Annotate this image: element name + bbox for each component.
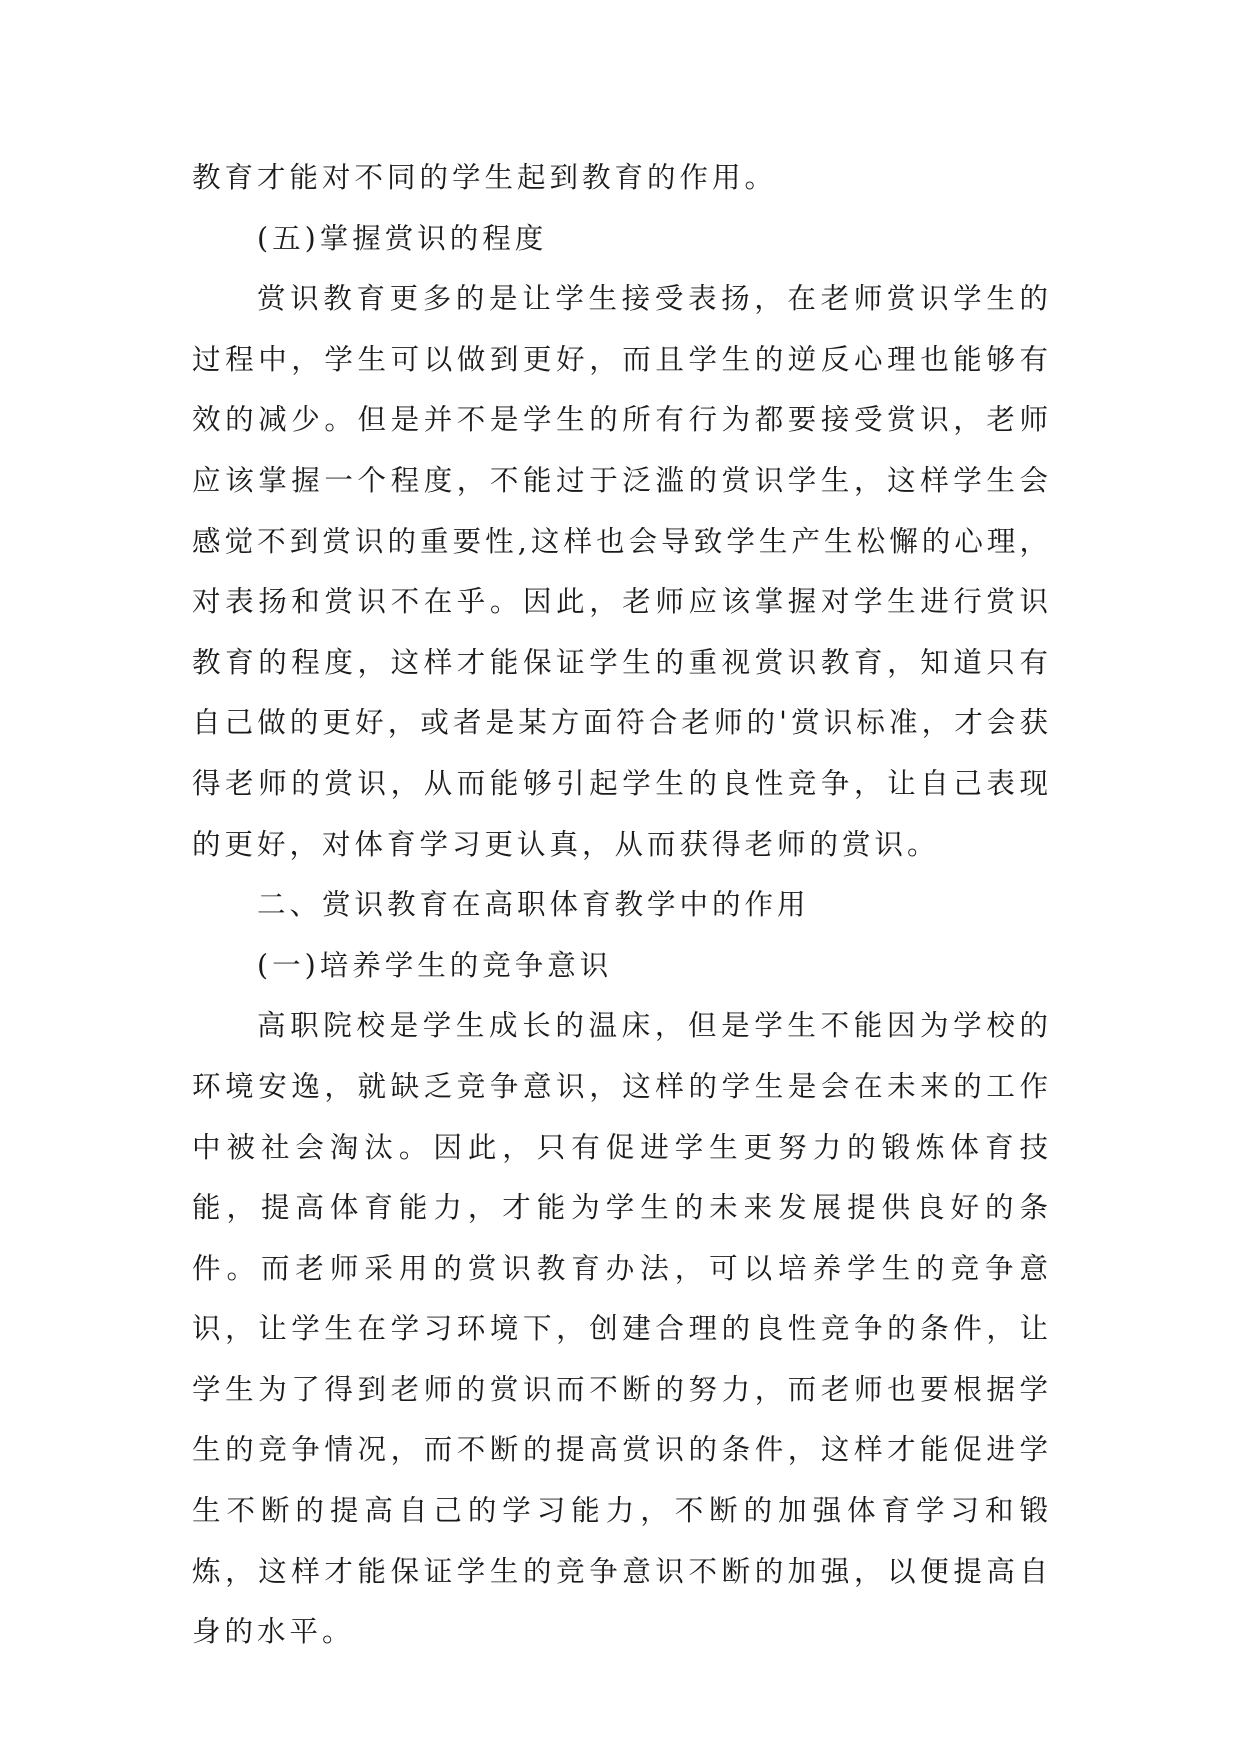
paragraph-continuation: 教育才能对不同的学生起到教育的作用。 bbox=[192, 161, 778, 194]
document-page bbox=[192, 148, 1052, 1663]
chapter-heading-2: 二、赏识教育在高职体育教学中的作用 bbox=[257, 888, 810, 922]
section-heading-5: (五)掌握赏识的程度 bbox=[257, 221, 548, 255]
paragraph-body: 赏识教育更多的是让学生接受表扬，在老师赏识学生的过程中，学生可以做到更好，而且学生的逆反心理也能够有效的减少。但是并不是学生的所有行为都要接受赏识，老师应该掌握一个程度，不能过于泛滥的赏识学生，这样学生会感觉不到赏识的重要性,这样也会导致学生产生松懈的心理，对表扬和赏识不在乎。因此，老师应该掌握对学生进行赏识教育的程度，这样才能保证学生的重视赏识教育，知道只有自己做的更好，或者是某方面符合老师的'赏识标准，才会获得老师的赏识，从而能够引起学生的良性竞争，让自己表现的更好，对体育学习更认真，从而获得老师的赏识。 bbox=[192, 282, 1052, 861]
paragraph-body: 高职院校是学生成长的温床，但是学生不能因为学校的环境安逸，就缺乏竞争意识，这样的学生是会在未来的工作中被社会淘汰。因此，只有促进学生更努力的锻炼体育技能，提高体育能力，才能为学生的未来发展提供良好的条件。而老师采用的赏识教育办法，可以培养学生的竞争意识，让学生在学习环境下，创建合理的良性竞争的条件，让学生为了得到老师的赏识而不断的努力，而老师也要根据学生的竞争情况，而不断的提高赏识的条件，这样才能促进学生不断的提高自己的学习能力，不断的加强体育学习和锻炼，这样才能保证学生的竞争意识不断的加强，以便提高自身的水平。 bbox=[192, 1009, 1052, 1649]
section-heading-1: (一)培养学生的竞争意识 bbox=[257, 948, 613, 982]
